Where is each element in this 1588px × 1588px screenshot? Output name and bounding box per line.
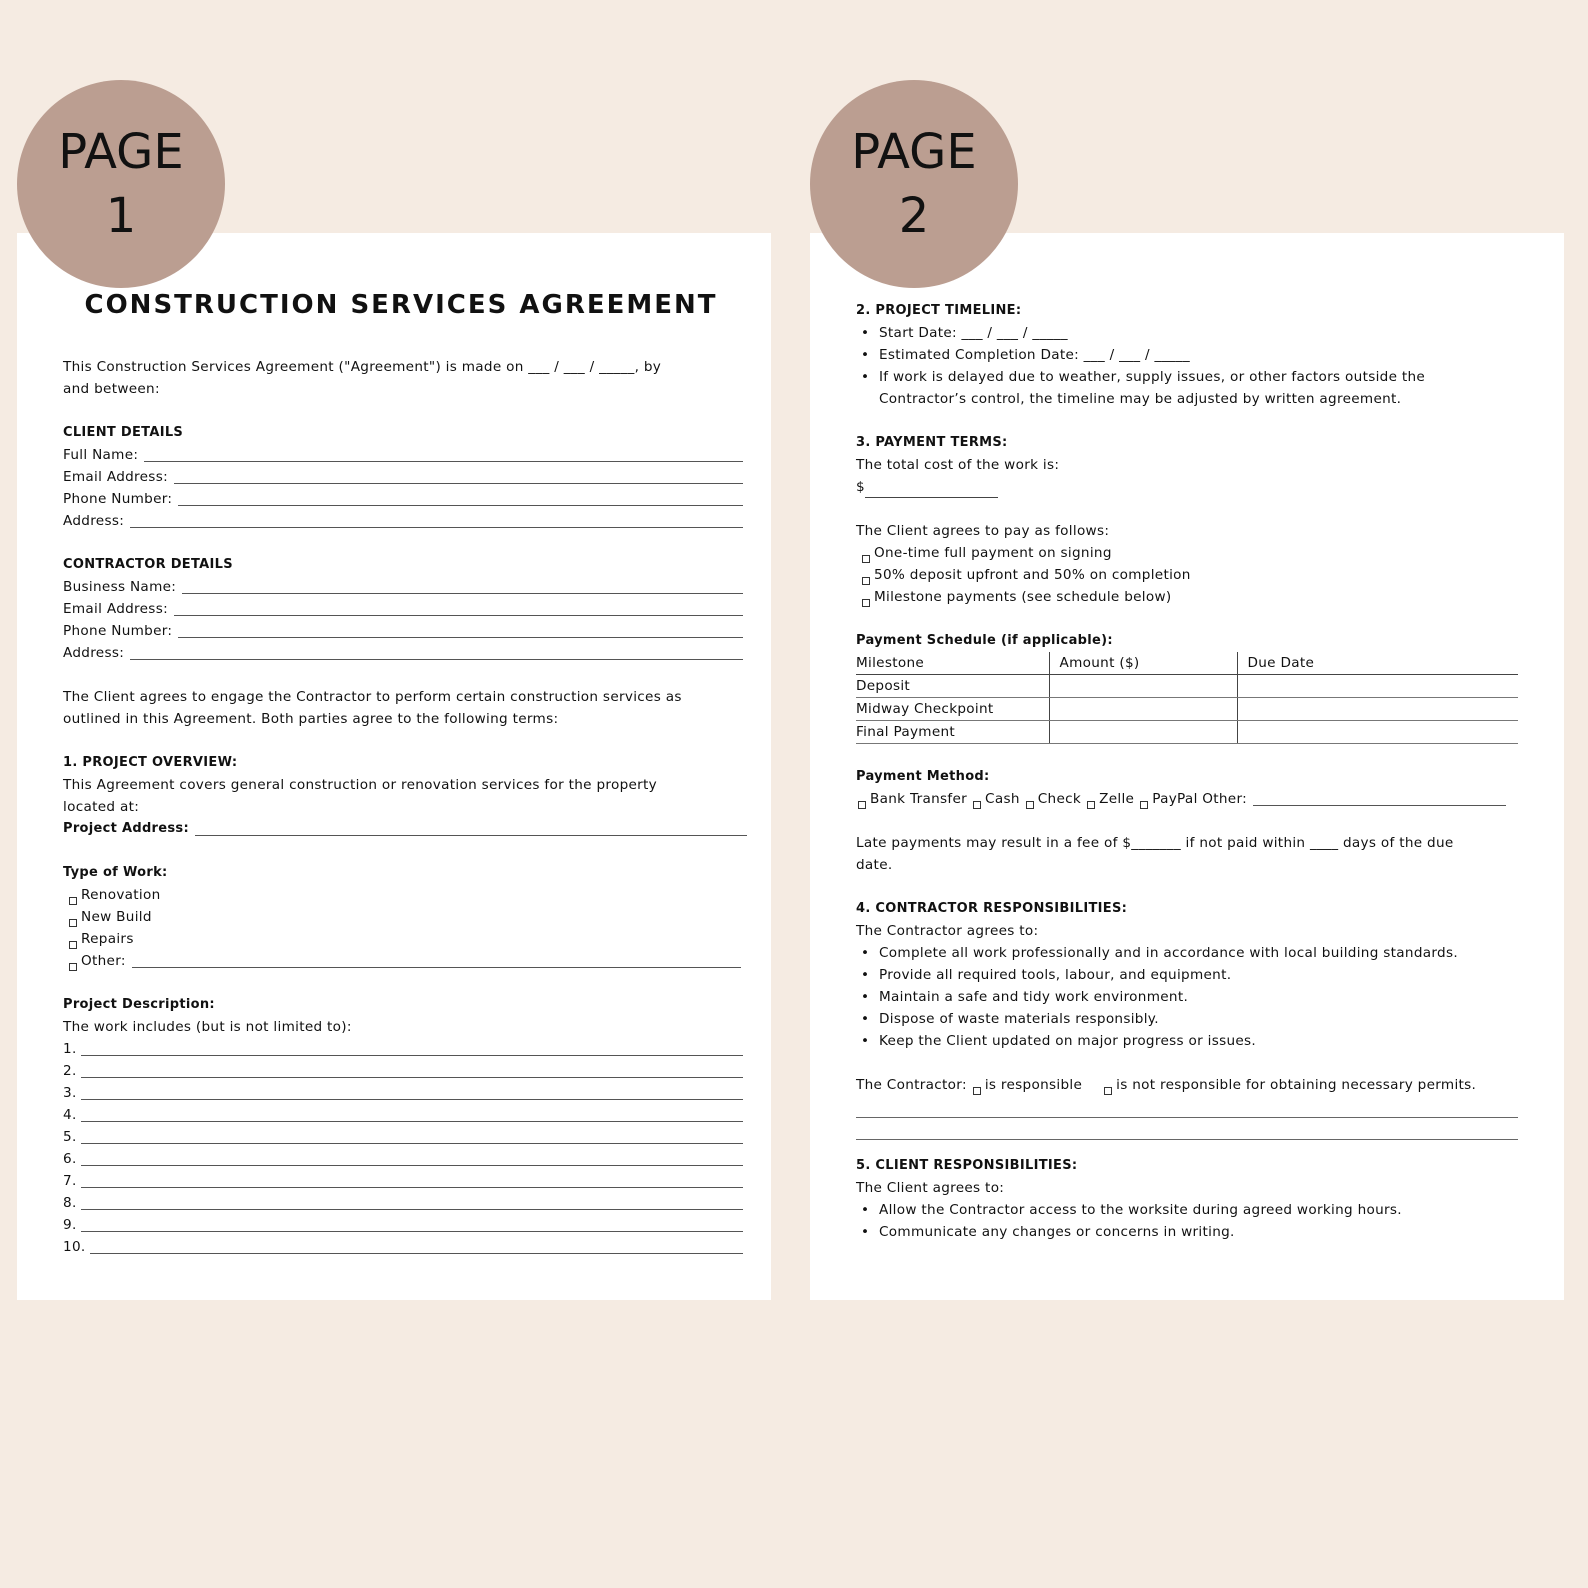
contractor-responsibilities-heading: 4. CONTRACTOR RESPONSIBILITIES: bbox=[856, 901, 1128, 916]
milestone-cell: Deposit bbox=[856, 675, 1049, 698]
list-item: • Provide all required tools, labour, and equipment. bbox=[861, 967, 1232, 983]
list-item: • Maintain a safe and tidy work environment. bbox=[861, 989, 1189, 1005]
checkbox-icon[interactable] bbox=[862, 555, 870, 563]
description-item-field[interactable]: 3. bbox=[63, 1082, 743, 1104]
list-item: • Allow the Contractor access to the worksite during agreed working hours. bbox=[861, 1202, 1402, 1218]
badge-number: 2 bbox=[898, 188, 930, 244]
description-item-field[interactable]: 10. bbox=[63, 1236, 743, 1258]
project-timeline-heading: 2. PROJECT TIMELINE: bbox=[856, 303, 1022, 318]
checkbox-icon[interactable] bbox=[1087, 801, 1095, 809]
engage-text-line: outlined in this Agreement. Both parties agree to the following terms: bbox=[63, 711, 559, 727]
checkbox-icon[interactable] bbox=[69, 897, 77, 905]
client-phone-field[interactable]: Phone Number: bbox=[63, 488, 743, 510]
overview-text-line: located at: bbox=[63, 799, 140, 815]
client-responsibilities-heading: 5. CLIENT RESPONSIBILITIES: bbox=[856, 1158, 1078, 1173]
contractor-business-name-field[interactable]: Business Name: bbox=[63, 576, 743, 598]
checkbox-new-build[interactable]: New Build bbox=[63, 906, 743, 928]
contractor-email-field[interactable]: Email Address: bbox=[63, 598, 743, 620]
other-method-field[interactable] bbox=[1253, 805, 1506, 806]
notes-line[interactable] bbox=[856, 1118, 1518, 1140]
contractor-intro: The Contractor agrees to: bbox=[856, 923, 1039, 939]
description-item-field[interactable]: 1. bbox=[63, 1038, 743, 1060]
project-description-heading: Project Description: bbox=[63, 997, 215, 1012]
document-page-2 bbox=[810, 233, 1564, 1300]
checkbox-icon[interactable] bbox=[1140, 801, 1148, 809]
checkbox-icon[interactable] bbox=[1026, 801, 1034, 809]
checkbox-icon[interactable] bbox=[862, 577, 870, 585]
payment-schedule-heading: Payment Schedule (if applicable): bbox=[856, 633, 1113, 648]
intro-text-line: and between: bbox=[63, 381, 160, 397]
list-item: • Dispose of waste materials responsibly. bbox=[861, 1011, 1159, 1027]
badge-number: 1 bbox=[105, 188, 137, 244]
document-title: CONSTRUCTION SERVICES AGREEMENT bbox=[84, 290, 718, 320]
payment-schedule-table bbox=[856, 652, 1518, 744]
checkbox-milestone-payments[interactable]: Milestone payments (see schedule below) bbox=[856, 586, 1521, 608]
total-cost-text: The total cost of the work is: bbox=[856, 457, 1060, 473]
checkbox-icon[interactable] bbox=[973, 1087, 981, 1095]
table-row bbox=[856, 675, 1518, 698]
list-item: • If work is delayed due to weather, supply issues, or other factors outside the Contractor’s control, the timeline may be adjusted by written agreement. bbox=[861, 369, 1426, 407]
late-payment-text-line: Late payments may result in a fee of $_______ if not paid within ____ days of the due bbox=[856, 835, 1454, 851]
payment-method-heading: Payment Method: bbox=[856, 769, 990, 784]
checkbox-icon[interactable] bbox=[862, 599, 870, 607]
engage-text-line: The Client agrees to engage the Contractor to perform certain construction services as bbox=[63, 689, 682, 705]
description-item-field[interactable]: 2. bbox=[63, 1060, 743, 1082]
client-intro: The Client agrees to: bbox=[856, 1180, 1005, 1196]
list-item: • Complete all work professionally and in accordance with local building standards. bbox=[861, 945, 1458, 961]
list-item: • Start Date: ___ / ___ / _____ bbox=[861, 325, 1068, 341]
checkbox-icon[interactable] bbox=[69, 919, 77, 927]
page-1-badge bbox=[17, 80, 225, 288]
client-address-field[interactable]: Address: bbox=[63, 510, 743, 532]
amount-cell[interactable] bbox=[1049, 675, 1237, 698]
due-date-cell[interactable] bbox=[1237, 675, 1518, 698]
milestone-cell: Final Payment bbox=[856, 721, 1049, 744]
description-item-field[interactable]: 7. bbox=[63, 1170, 743, 1192]
client-full-name-field[interactable]: Full Name: bbox=[63, 444, 743, 466]
permits-options: The Contractor: is responsible is not responsible for obtaining necessary permits. bbox=[856, 1077, 1477, 1093]
checkbox-icon[interactable] bbox=[858, 801, 866, 809]
project-address-field[interactable]: Project Address: bbox=[63, 818, 747, 840]
column-header: Due Date bbox=[1237, 652, 1518, 675]
notes-line[interactable] bbox=[856, 1096, 1518, 1118]
page-1-content bbox=[63, 290, 743, 1258]
column-header: Amount ($) bbox=[1049, 652, 1237, 675]
contractor-address-field[interactable]: Address: bbox=[63, 642, 743, 664]
overview-text-line: This Agreement covers general construction or renovation services for the property bbox=[63, 777, 658, 793]
description-item-field[interactable]: 9. bbox=[63, 1214, 743, 1236]
table-row bbox=[856, 698, 1518, 721]
amount-cell[interactable] bbox=[1049, 698, 1237, 721]
description-intro: The work includes (but is not limited to): bbox=[63, 1019, 352, 1035]
pay-as-follows-text: The Client agrees to pay as follows: bbox=[856, 523, 1110, 539]
checkbox-other[interactable]: Other: bbox=[63, 950, 741, 972]
late-payment-text-line: date. bbox=[856, 857, 893, 873]
checkbox-one-time-payment[interactable]: One-time full payment on signing bbox=[856, 542, 1521, 564]
list-item: • Communicate any changes or concerns in writing. bbox=[861, 1224, 1235, 1240]
description-item-field[interactable]: 5. bbox=[63, 1126, 743, 1148]
payment-method-options: Bank Transfer Cash Check Zelle PayPal Other: bbox=[856, 788, 1506, 810]
badge-word: PAGE bbox=[58, 124, 184, 180]
client-email-field[interactable]: Email Address: bbox=[63, 466, 743, 488]
badge-word: PAGE bbox=[851, 124, 977, 180]
checkbox-repairs[interactable]: Repairs bbox=[63, 928, 743, 950]
total-cost-field[interactable]: $ bbox=[856, 476, 1521, 498]
document-page-1 bbox=[17, 233, 771, 1300]
due-date-cell[interactable] bbox=[1237, 721, 1518, 744]
client-details-heading: CLIENT DETAILS bbox=[63, 425, 184, 440]
intro-text-line: This Construction Services Agreement ("Agreement") is made on ___ / ___ / _____, by bbox=[63, 359, 662, 375]
contractor-phone-field[interactable]: Phone Number: bbox=[63, 620, 743, 642]
checkbox-icon[interactable] bbox=[69, 941, 77, 949]
description-item-field[interactable]: 8. bbox=[63, 1192, 743, 1214]
checkbox-renovation[interactable]: Renovation bbox=[63, 884, 743, 906]
type-of-work-heading: Type of Work: bbox=[63, 865, 168, 880]
due-date-cell[interactable] bbox=[1237, 698, 1518, 721]
milestone-cell: Midway Checkpoint bbox=[856, 698, 1049, 721]
payment-terms-heading: 3. PAYMENT TERMS: bbox=[856, 435, 1008, 450]
description-item-field[interactable]: 6. bbox=[63, 1148, 743, 1170]
checkbox-deposit-upfront[interactable]: 50% deposit upfront and 50% on completion bbox=[856, 564, 1521, 586]
page-2-badge bbox=[810, 80, 1018, 288]
page-2-content bbox=[856, 300, 1521, 1243]
contractor-details-heading: CONTRACTOR DETAILS bbox=[63, 557, 233, 572]
checkbox-icon[interactable] bbox=[973, 801, 981, 809]
column-header: Milestone bbox=[856, 652, 1049, 675]
list-item: • Estimated Completion Date: ___ / ___ / _____ bbox=[861, 347, 1190, 363]
table-header-row bbox=[856, 652, 1518, 675]
table-row bbox=[856, 721, 1518, 744]
amount-cell[interactable] bbox=[1049, 721, 1237, 744]
description-item-field[interactable]: 4. bbox=[63, 1104, 743, 1126]
list-item: • Keep the Client updated on major progress or issues. bbox=[861, 1033, 1257, 1049]
project-overview-heading: 1. PROJECT OVERVIEW: bbox=[63, 755, 238, 770]
checkbox-icon[interactable] bbox=[69, 963, 77, 971]
checkbox-icon[interactable] bbox=[1104, 1087, 1112, 1095]
